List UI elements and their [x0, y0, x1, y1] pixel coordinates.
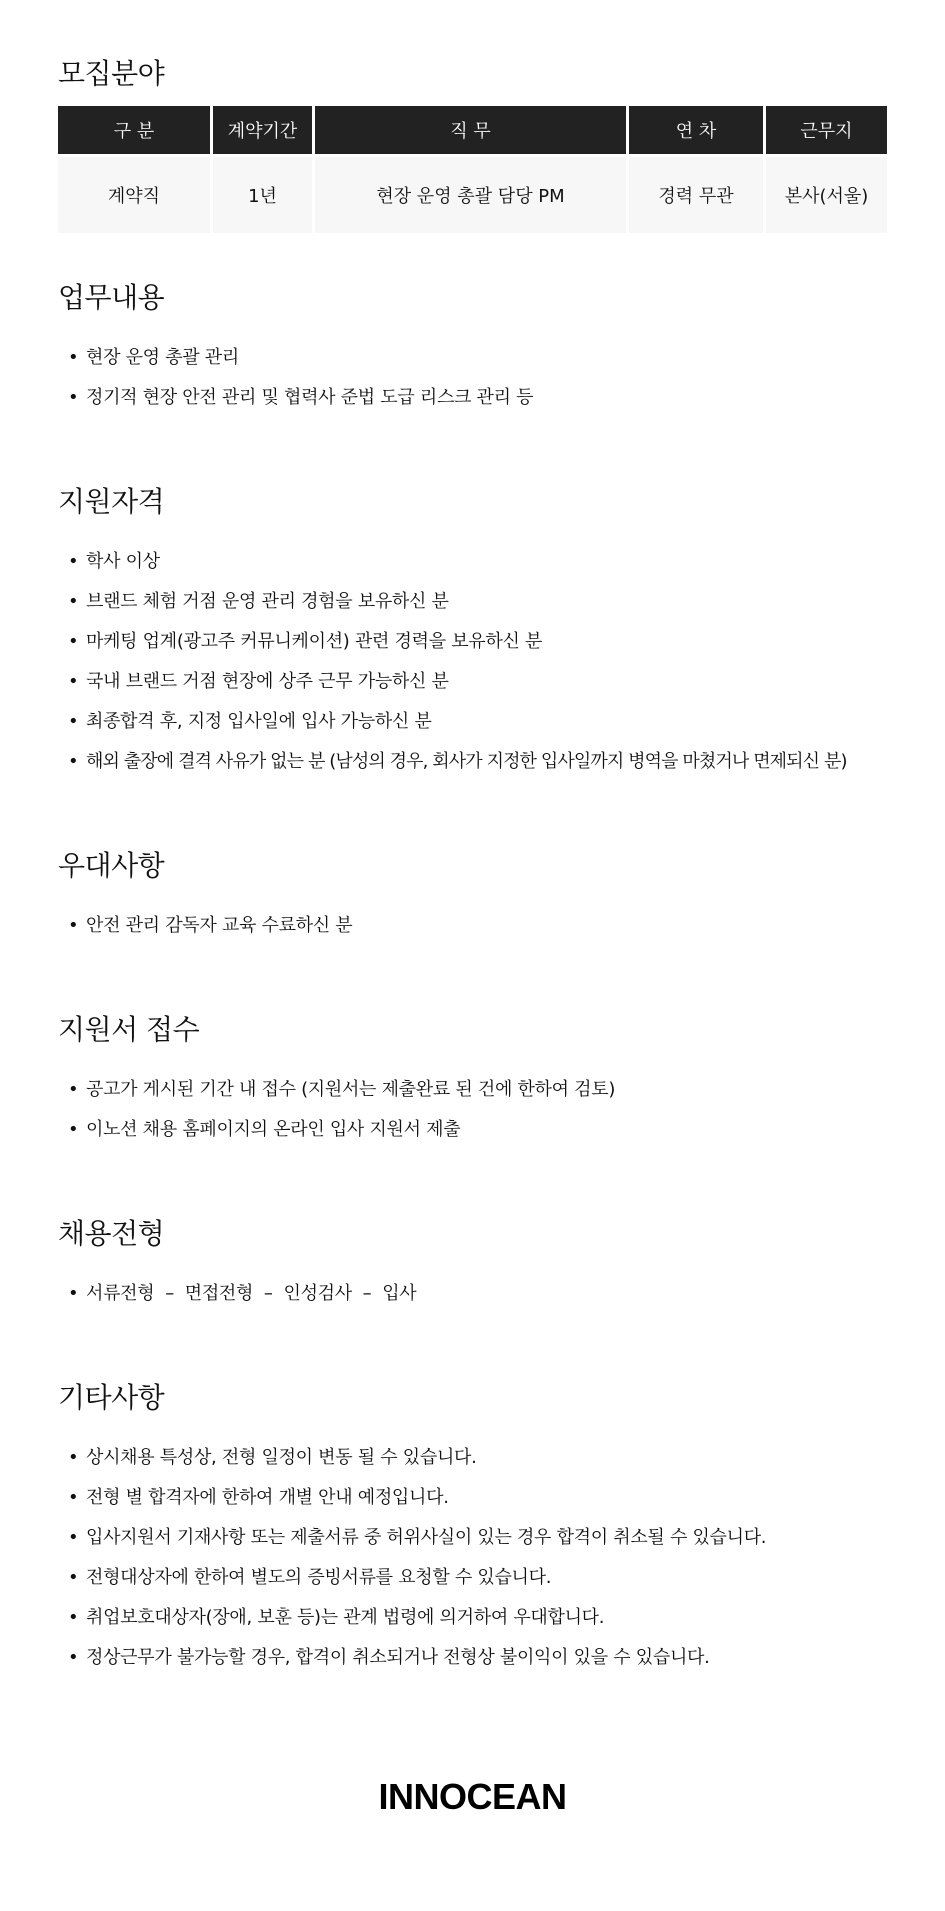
- list-item: • 안전 관리 감독자 교육 수료하신 분: [58, 906, 893, 946]
- list-item: • 이노션 채용 홈페이지의 온라인 입사 지원서 제출: [58, 1110, 893, 1150]
- recruit-table: [55, 106, 890, 233]
- list-item: • 전형 별 합격자에 한하여 개별 안내 예정입니다.: [58, 1478, 893, 1518]
- process-list: [58, 1274, 893, 1314]
- table-header-category: 구 분: [58, 106, 210, 154]
- table-cell-job: 현장 운영 총괄 담당 PM: [315, 154, 626, 233]
- innocean-logo: INNOCEAN: [378, 1776, 567, 1817]
- table-cell-experience: 경력 무관: [629, 154, 763, 233]
- list-item: • 최종합격 후, 지정 입사일에 입사 가능하신 분: [58, 702, 893, 742]
- section-title-preferred: 우대사항: [58, 849, 165, 882]
- list-item: • 공고가 게시된 기간 내 접수 (지원서는 제출완료 된 건에 한하여 검토): [58, 1070, 893, 1110]
- table-header-contract-period: 계약기간: [213, 106, 312, 154]
- section-application: [58, 1010, 893, 1150]
- section-title-qualifications: 지원자격: [58, 485, 165, 518]
- list-item: • 마케팅 업계(광고주 커뮤니케이션) 관련 경력을 보유하신 분: [58, 622, 893, 662]
- list-item: • 학사 이상: [58, 542, 893, 582]
- list-item: • 서류전형 – 면접전형 – 인성검사 – 입사: [58, 1274, 893, 1314]
- table-cell-location: 본사(서울): [766, 154, 887, 233]
- section-process: [58, 1214, 893, 1314]
- table-row: [58, 154, 887, 233]
- preferred-list: [58, 906, 893, 946]
- list-item: • 현장 운영 총괄 관리: [58, 338, 893, 378]
- section-title-process: 채용전형: [58, 1217, 165, 1250]
- section-preferred: [58, 846, 893, 946]
- table-cell-contract-period: 1년: [213, 154, 312, 233]
- list-item: • 전형대상자에 한하여 별도의 증빙서류를 요청할 수 있습니다.: [58, 1558, 893, 1598]
- table-header-job: 직 무: [315, 106, 626, 154]
- list-item: • 상시채용 특성상, 전형 일정이 변동 될 수 있습니다.: [58, 1438, 893, 1478]
- section-title-etc: 기타사항: [58, 1381, 165, 1414]
- list-item: • 해외 출장에 결격 사유가 없는 분 (남성의 경우, 회사가 지정한 입사일까지 병역을 마쳤거나 면제되신 분): [58, 742, 893, 782]
- table-header-row: [58, 106, 887, 154]
- list-item: • 취업보호대상자(장애, 보훈 등)는 관계 법령에 의거하여 우대합니다.: [58, 1598, 893, 1638]
- section-title-duties: 업무내용: [58, 281, 165, 314]
- job-posting-content: [58, 54, 893, 1678]
- list-item: • 정상근무가 불가능할 경우, 합격이 취소되거나 전형상 불이익이 있을 수 있습니다.: [58, 1638, 893, 1678]
- list-item: • 정기적 현장 안전 관리 및 협력사 준법 도급 리스크 관리 등: [58, 378, 893, 418]
- section-duties: [58, 278, 893, 418]
- section-qualifications: [58, 482, 893, 782]
- table-header-location: 근무지: [766, 106, 887, 154]
- section-title-application: 지원서 접수: [58, 1013, 200, 1046]
- qualifications-list: [58, 542, 893, 782]
- duties-list: [58, 338, 893, 418]
- list-item: • 국내 브랜드 거점 현장에 상주 근무 가능하신 분: [58, 662, 893, 702]
- list-item: • 입사지원서 기재사항 또는 제출서류 중 허위사실이 있는 경우 합격이 취소될 수 있습니다.: [58, 1518, 893, 1558]
- application-list: [58, 1070, 893, 1150]
- section-recruit: [58, 54, 893, 233]
- table-cell-category: 계약직: [58, 154, 210, 233]
- list-item: • 브랜드 체험 거점 운영 관리 경험을 보유하신 분: [58, 582, 893, 622]
- section-etc: [58, 1378, 893, 1678]
- etc-list: [58, 1438, 893, 1678]
- section-title-recruit: 모집분야: [58, 57, 165, 90]
- table-header-experience: 연 차: [629, 106, 763, 154]
